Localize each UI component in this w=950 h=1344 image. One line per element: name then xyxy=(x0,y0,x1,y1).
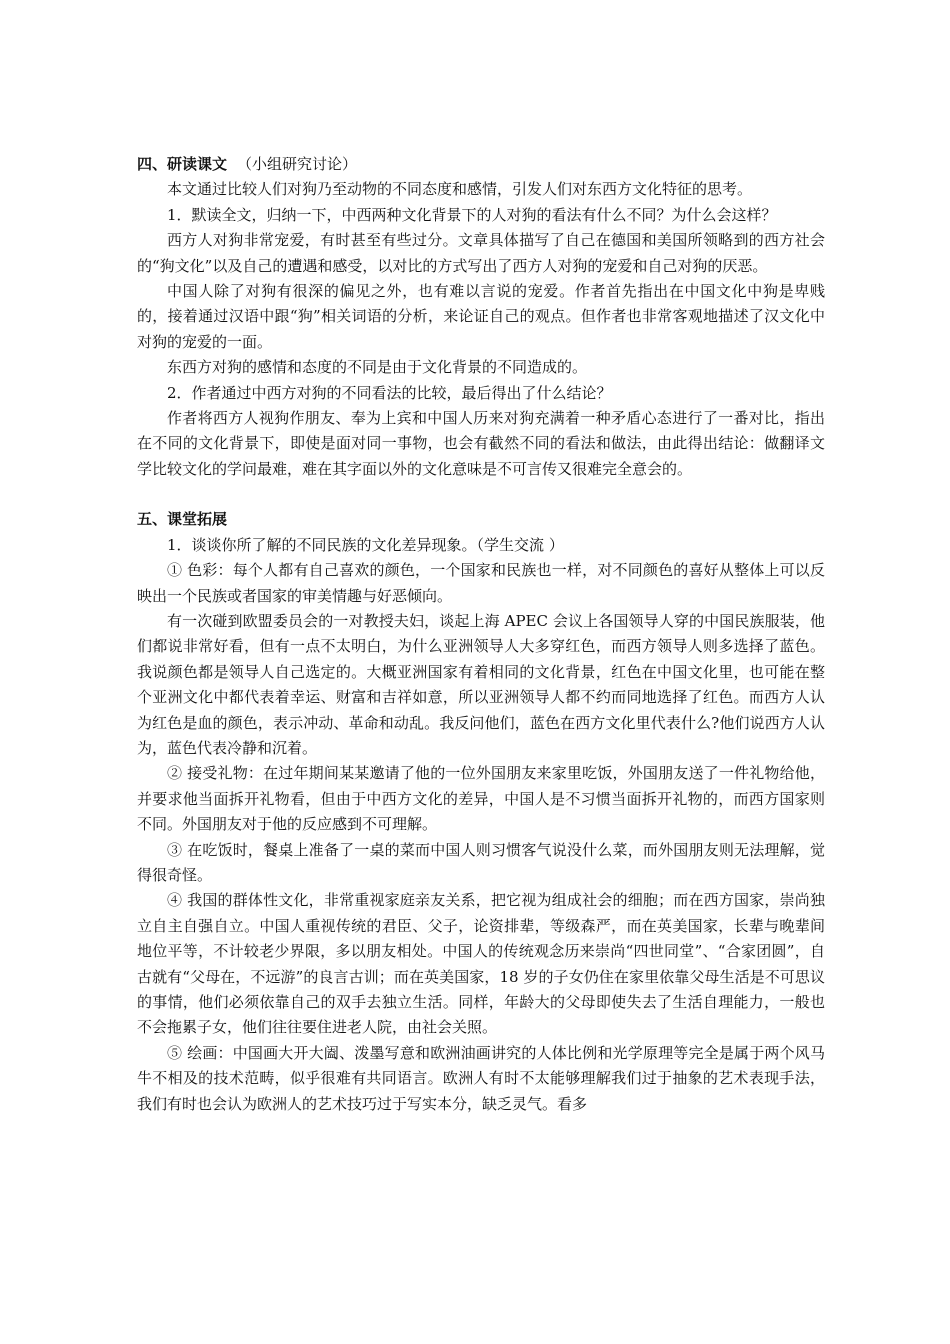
section-4-heading xyxy=(137,152,825,177)
paragraph: 西方人对狗非常宠爱，有时甚至有些过分。文章具体描写了自己在德国和美国所领略到的西方社会的“狗文化”以及自己的遭遇和感受，以对比的方式写出了西方人对狗的宠爱和自己对狗的厌恶。 xyxy=(137,231,825,275)
section-5-title: 五、课堂拓展 xyxy=(137,510,228,529)
section-spacer xyxy=(137,482,825,507)
paragraph: ④ 我国的群体性文化，非常重视家庭亲友关系，把它视为组成社会的细胞；而在西方国家，崇尚独立自主自强自立。中国人重视传统的君臣、父子，论资排辈，等级森严，而在英美国家，长辈与晚辈间地位平等，不计较老少界限，多以朋友相处。中国人的传统观念历来崇尚“四世同堂”、“合家团圆”，自古就有“父母在，不远游”的良言古训；而在英美国家，18 岁的子女仍住在家里依靠父母生活是不可思议的事情，他们必须依靠自己的双手去独立生活。同样，年龄大的父母即使失去了生活自理能力，一般也不会拖累子女，他们往往要住进老人院，由社会关照。 xyxy=(137,891,825,1037)
paragraph: 作者将西方人视狗作朋友、奉为上宾和中国人历来对狗充满着一种矛盾心态进行了一番对比，指出在不同的文化背景下，即使是面对同一事物，也会有截然不同的看法和做法，由此得出结论：做翻译文学比较文化的学问最难，难在其字面以外的文化意味是不可言传又很难完全意会的。 xyxy=(137,409,825,478)
section-4-title: 四、研读课文 xyxy=(137,155,228,173)
paragraph: 东西方对狗的感情和态度的不同是由于文化背景的不同造成的。 xyxy=(167,358,588,377)
paragraph: 本文通过比较人们对狗乃至动物的不同态度和感情，引发人们对东西方文化特征的思考。 xyxy=(167,180,753,199)
question-2: 2．作者通过中西方对狗的不同看法的比较，最后得出了什么结论？ xyxy=(167,383,612,402)
section-4-note: （小组研究讨论） xyxy=(237,155,358,173)
question-1: 1．谈谈你所了解的不同民族的文化差异现象。（学生交流 ） xyxy=(167,535,564,554)
paragraph: 有一次碰到欧盟委员会的一对教授夫妇，谈起上海 APEC 会议上各国领导人穿的中国民族服装，他们都说非常好看，但有一点不太明白，为什么亚洲领导人大多穿红色，而西方领导人则多选择了蓝色。我说颜色都是领导人自己选定的。大概亚洲国家有着相同的文化背景，红色在中国文化里，也可能在整个亚洲文化中都代表着幸运、财富和吉祥如意，所以亚洲领导人都不约而同地选择了红色。而西方人认为红色是血的颜色，表示冲动、革命和动乱。我反问他们，蓝色在西方文化里代表什么?他们说西方人认为，蓝色代表冷静和沉着。 xyxy=(137,611,825,757)
document-page xyxy=(137,152,825,1117)
section-5-heading xyxy=(137,507,825,532)
paragraph: ① 色彩：每个人都有自己喜欢的颜色，一个国家和民族也一样，对不同颜色的喜好从整体上可以反映出一个民族或者国家的审美情趣与好恶倾向。 xyxy=(137,561,825,605)
paragraph: ③ 在吃饭时，餐桌上准备了一桌的菜而中国人则习惯客气说没什么菜，而外国朋友则无法理解，觉得很奇怪。 xyxy=(137,840,825,884)
paragraph: ② 接受礼物：在过年期间某某邀请了他的一位外国朋友来家里吃饭，外国朋友送了一件礼物给他，并要求他当面拆开礼物看，但由于中西方文化的差异，中国人是不习惯当面拆开礼物的，而西方国家则不同。外国朋友对于他的反应感到不可理解。 xyxy=(137,764,825,834)
question-1: 1．默读全文，归纳一下，中西两种文化背景下的人对狗的看法有什么不同？为什么会这样？ xyxy=(167,205,777,224)
paragraph: ⑤ 绘画：中国画大开大阖、泼墨写意和欧洲油画讲究的人体比例和光学原理等完全是属于两个风马牛不相及的技术范畴，似乎很难有共同语言。欧洲人有时不太能够理解我们过于抽象的艺术表现手法，我们有时也会认为欧洲人的艺术技巧过于写实本分，缺乏灵气。看多 xyxy=(137,1043,825,1113)
paragraph: 中国人除了对狗有很深的偏见之外，也有难以言说的宠爱。作者首先指出在中国文化中狗是卑贱的，接着通过汉语中跟“狗”相关词语的分析，来论证自己的观点。但作者也非常客观地描述了汉文化中对狗的宠爱的一面。 xyxy=(137,282,825,351)
